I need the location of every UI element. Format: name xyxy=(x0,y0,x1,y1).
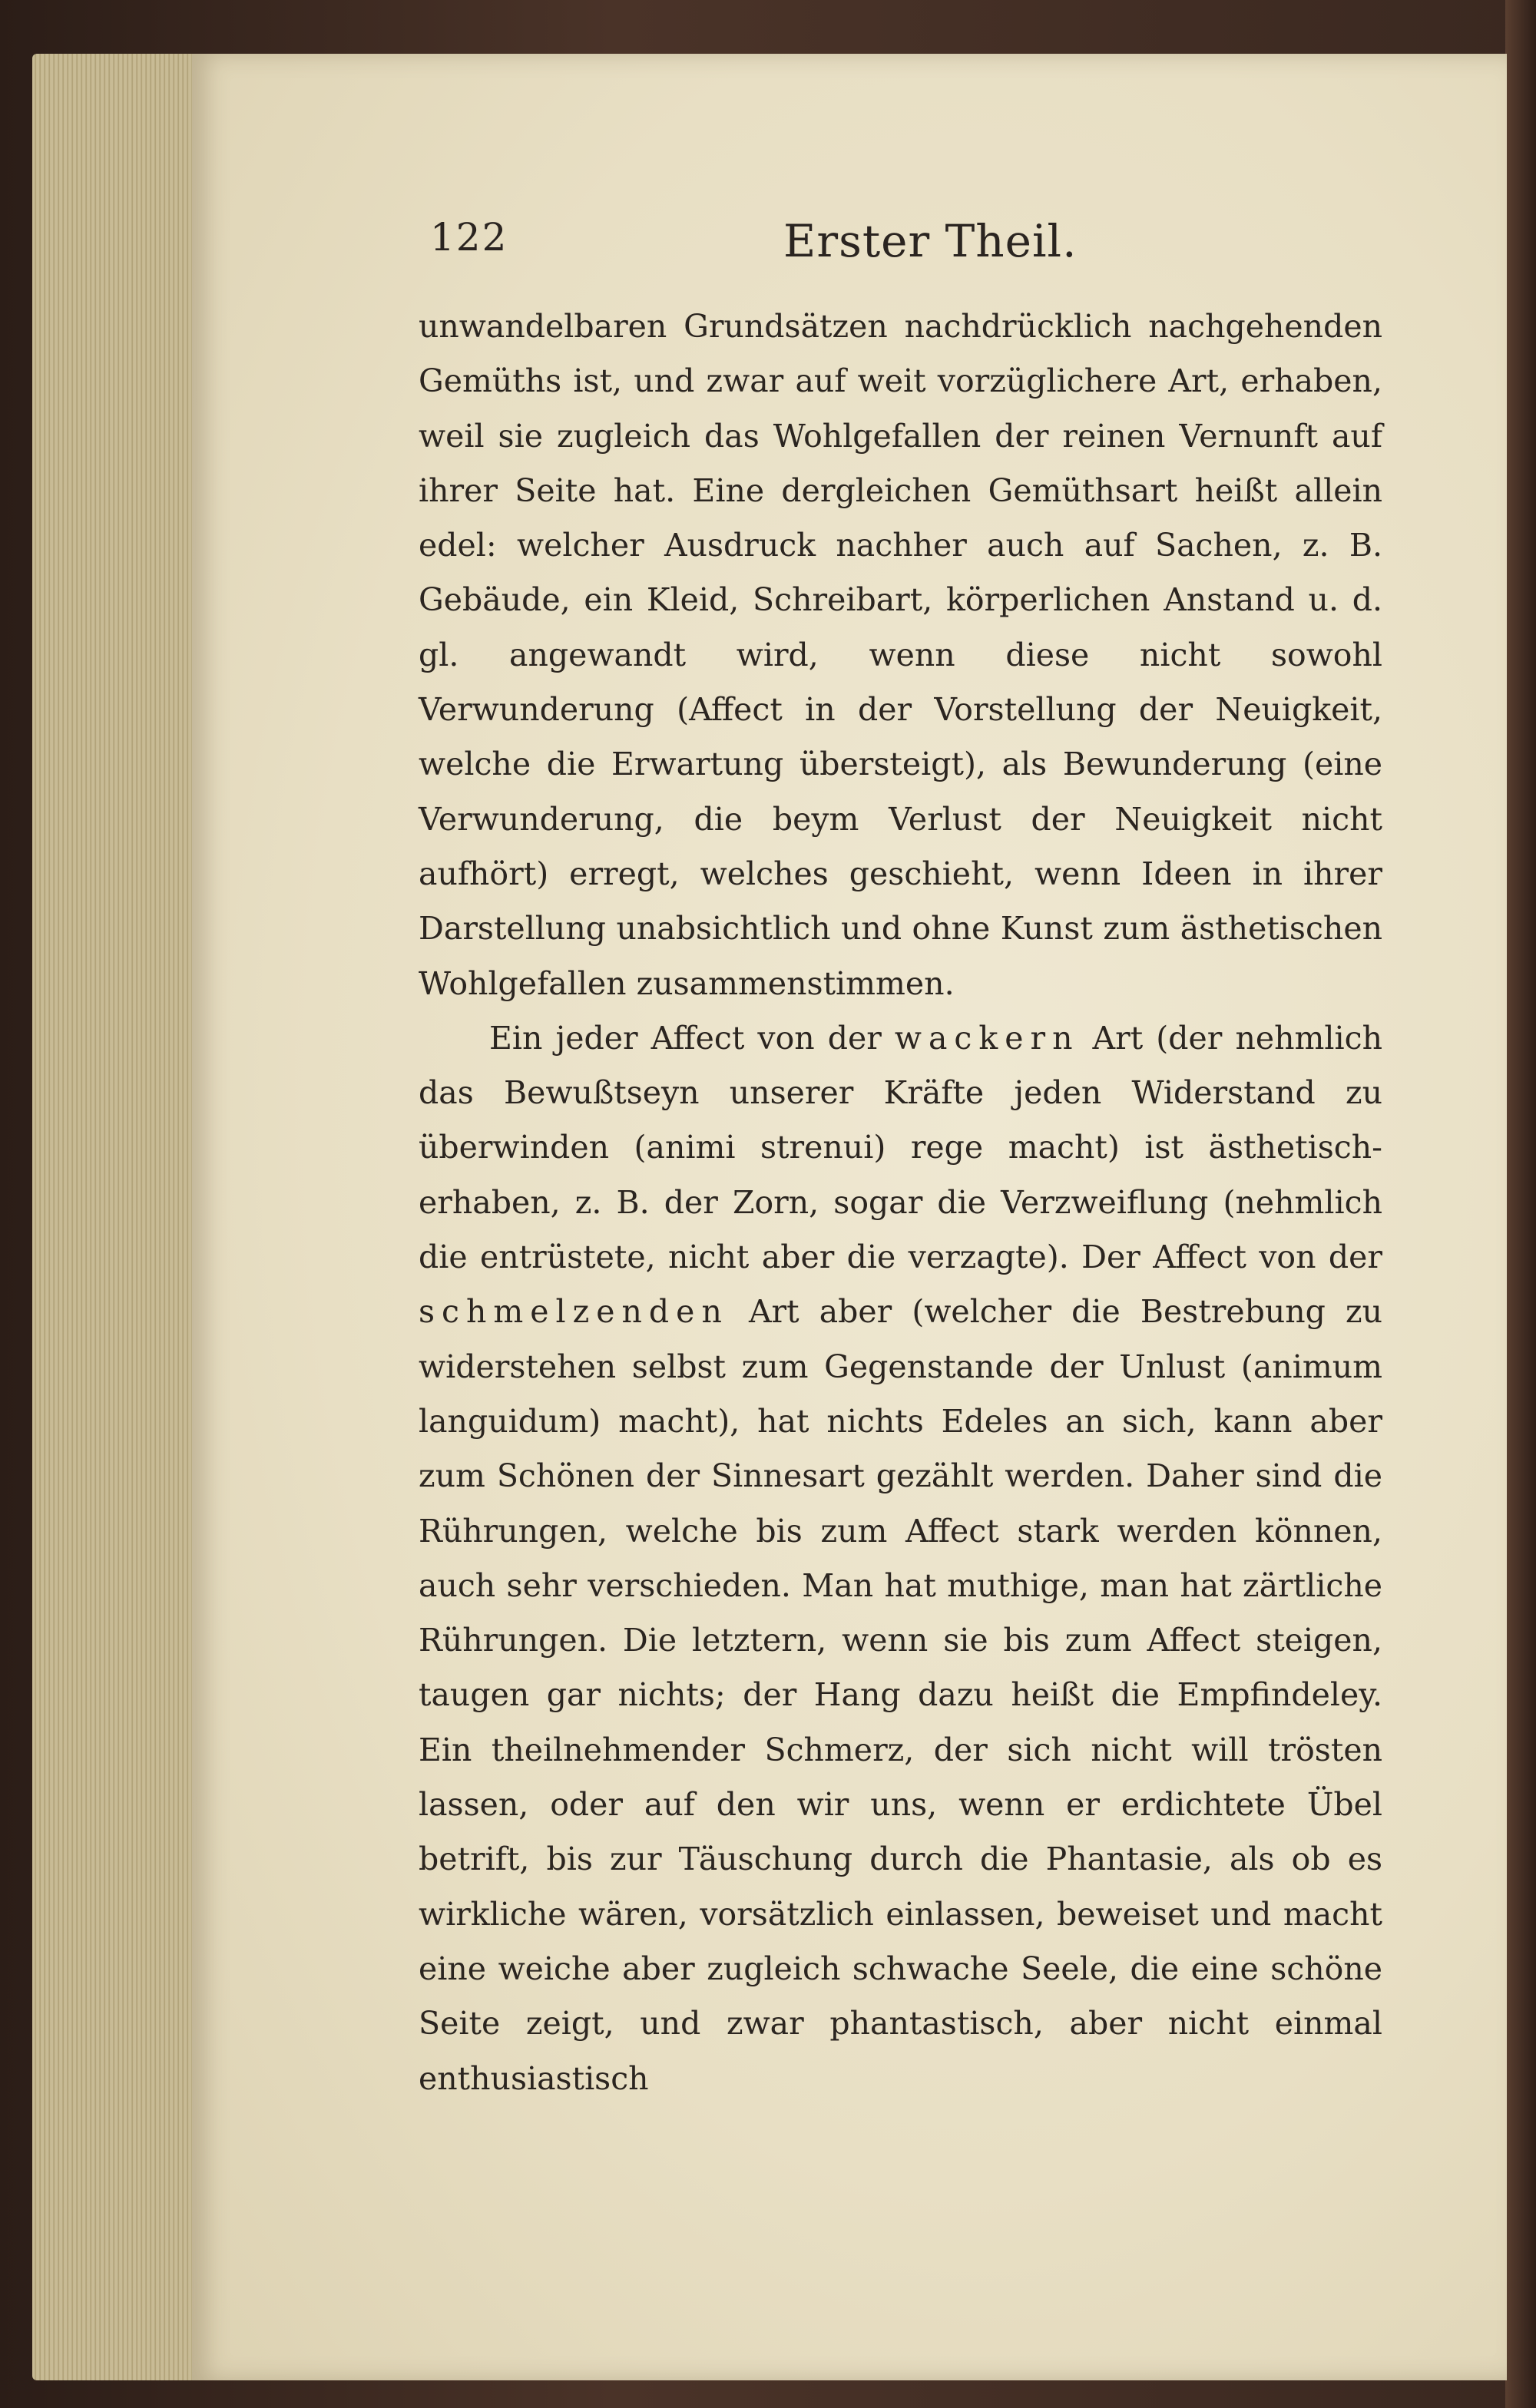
emphasis-wackern: wackern xyxy=(894,1019,1080,1057)
paragraph-2-part-c: Art (der nehmlich das Bewußtseyn unserer Kräfte jeden Widerstand zu überwinden (animi strenui) rege macht) ist ästhetisch-erhaben, z. B. der Zorn, sogar die Verzweiflung (nehmlich die entrüstete, nicht aber die verzagte). Der Affect von der xyxy=(419,1019,1382,1276)
page-edges xyxy=(32,54,194,2380)
page-number: 122 xyxy=(430,215,508,260)
body-text xyxy=(419,299,1382,2097)
running-title: Erster Theil. xyxy=(783,215,1078,267)
paragraph-1: unwandelbaren Grundsätzen nachdrücklich nachgehenden Gemüths ist, und zwar auf weit vorzüglichere Art, erhaben, weil sie zugleich das Wohlgefallen der reinen Vernunft auf ihrer Seite hat. Eine dergleichen Gemüthsart heißt allein edel: welcher Ausdruck nachher auch auf Sachen, z. B. Gebäude, ein Kleid, Schreibart, körperlichen Anstand u. d. gl. angewandt wird, wenn diese nicht sowohl Verwunderung (Affect in der Vorstellung der Neuigkeit, welche die Erwartung übersteigt), als Bewunderung (eine Verwunderung, die beym Verlust der Neuigkeit nicht aufhört) erregt, welches geschieht, wenn Ideen in ihrer Darstellung unabsichtlich und ohne Kunst zum ästhetischen Wohlgefallen zusammenstimmen. xyxy=(419,308,1382,1002)
running-head xyxy=(430,215,1428,276)
paragraph-2-part-a: Ein jeder Affect von der xyxy=(489,1019,895,1057)
book-cover-edge xyxy=(1505,0,1536,2408)
paragraph-2 xyxy=(419,1011,1382,2106)
emphasis-schmelzenden: schmelzenden xyxy=(419,1293,729,1331)
paragraph-2-part-e: Art aber (welcher die Bestrebung zu widerstehen selbst zum Gegenstande der Unlust (animum languidum) macht), hat nichts Edeles an sich, kann aber zum Schönen der Sinnesart gezählt werden. Daher sind die Rührungen, welche bis zum Affect stark werden können, auch sehr verschieden. Man hat muthige, man hat zärtliche Rührungen. Die letztern, wenn sie bis zum Affect steigen, taugen gar nichts; der Hang dazu heißt die Empfindeley. Ein theilnehmender Schmerz, der sich nicht will trösten lassen, oder auf den wir uns, wenn er erdichtete Übel betrift, bis zur Täuschung durch die Phantasie, als ob es wirkliche wären, vorsätzlich einlassen, beweiset und macht eine weiche aber zugleich schwache Seele, die eine schöne Seite zeigt, und zwar phantastisch, aber nicht einmal enthusiastisch xyxy=(419,1293,1382,2097)
